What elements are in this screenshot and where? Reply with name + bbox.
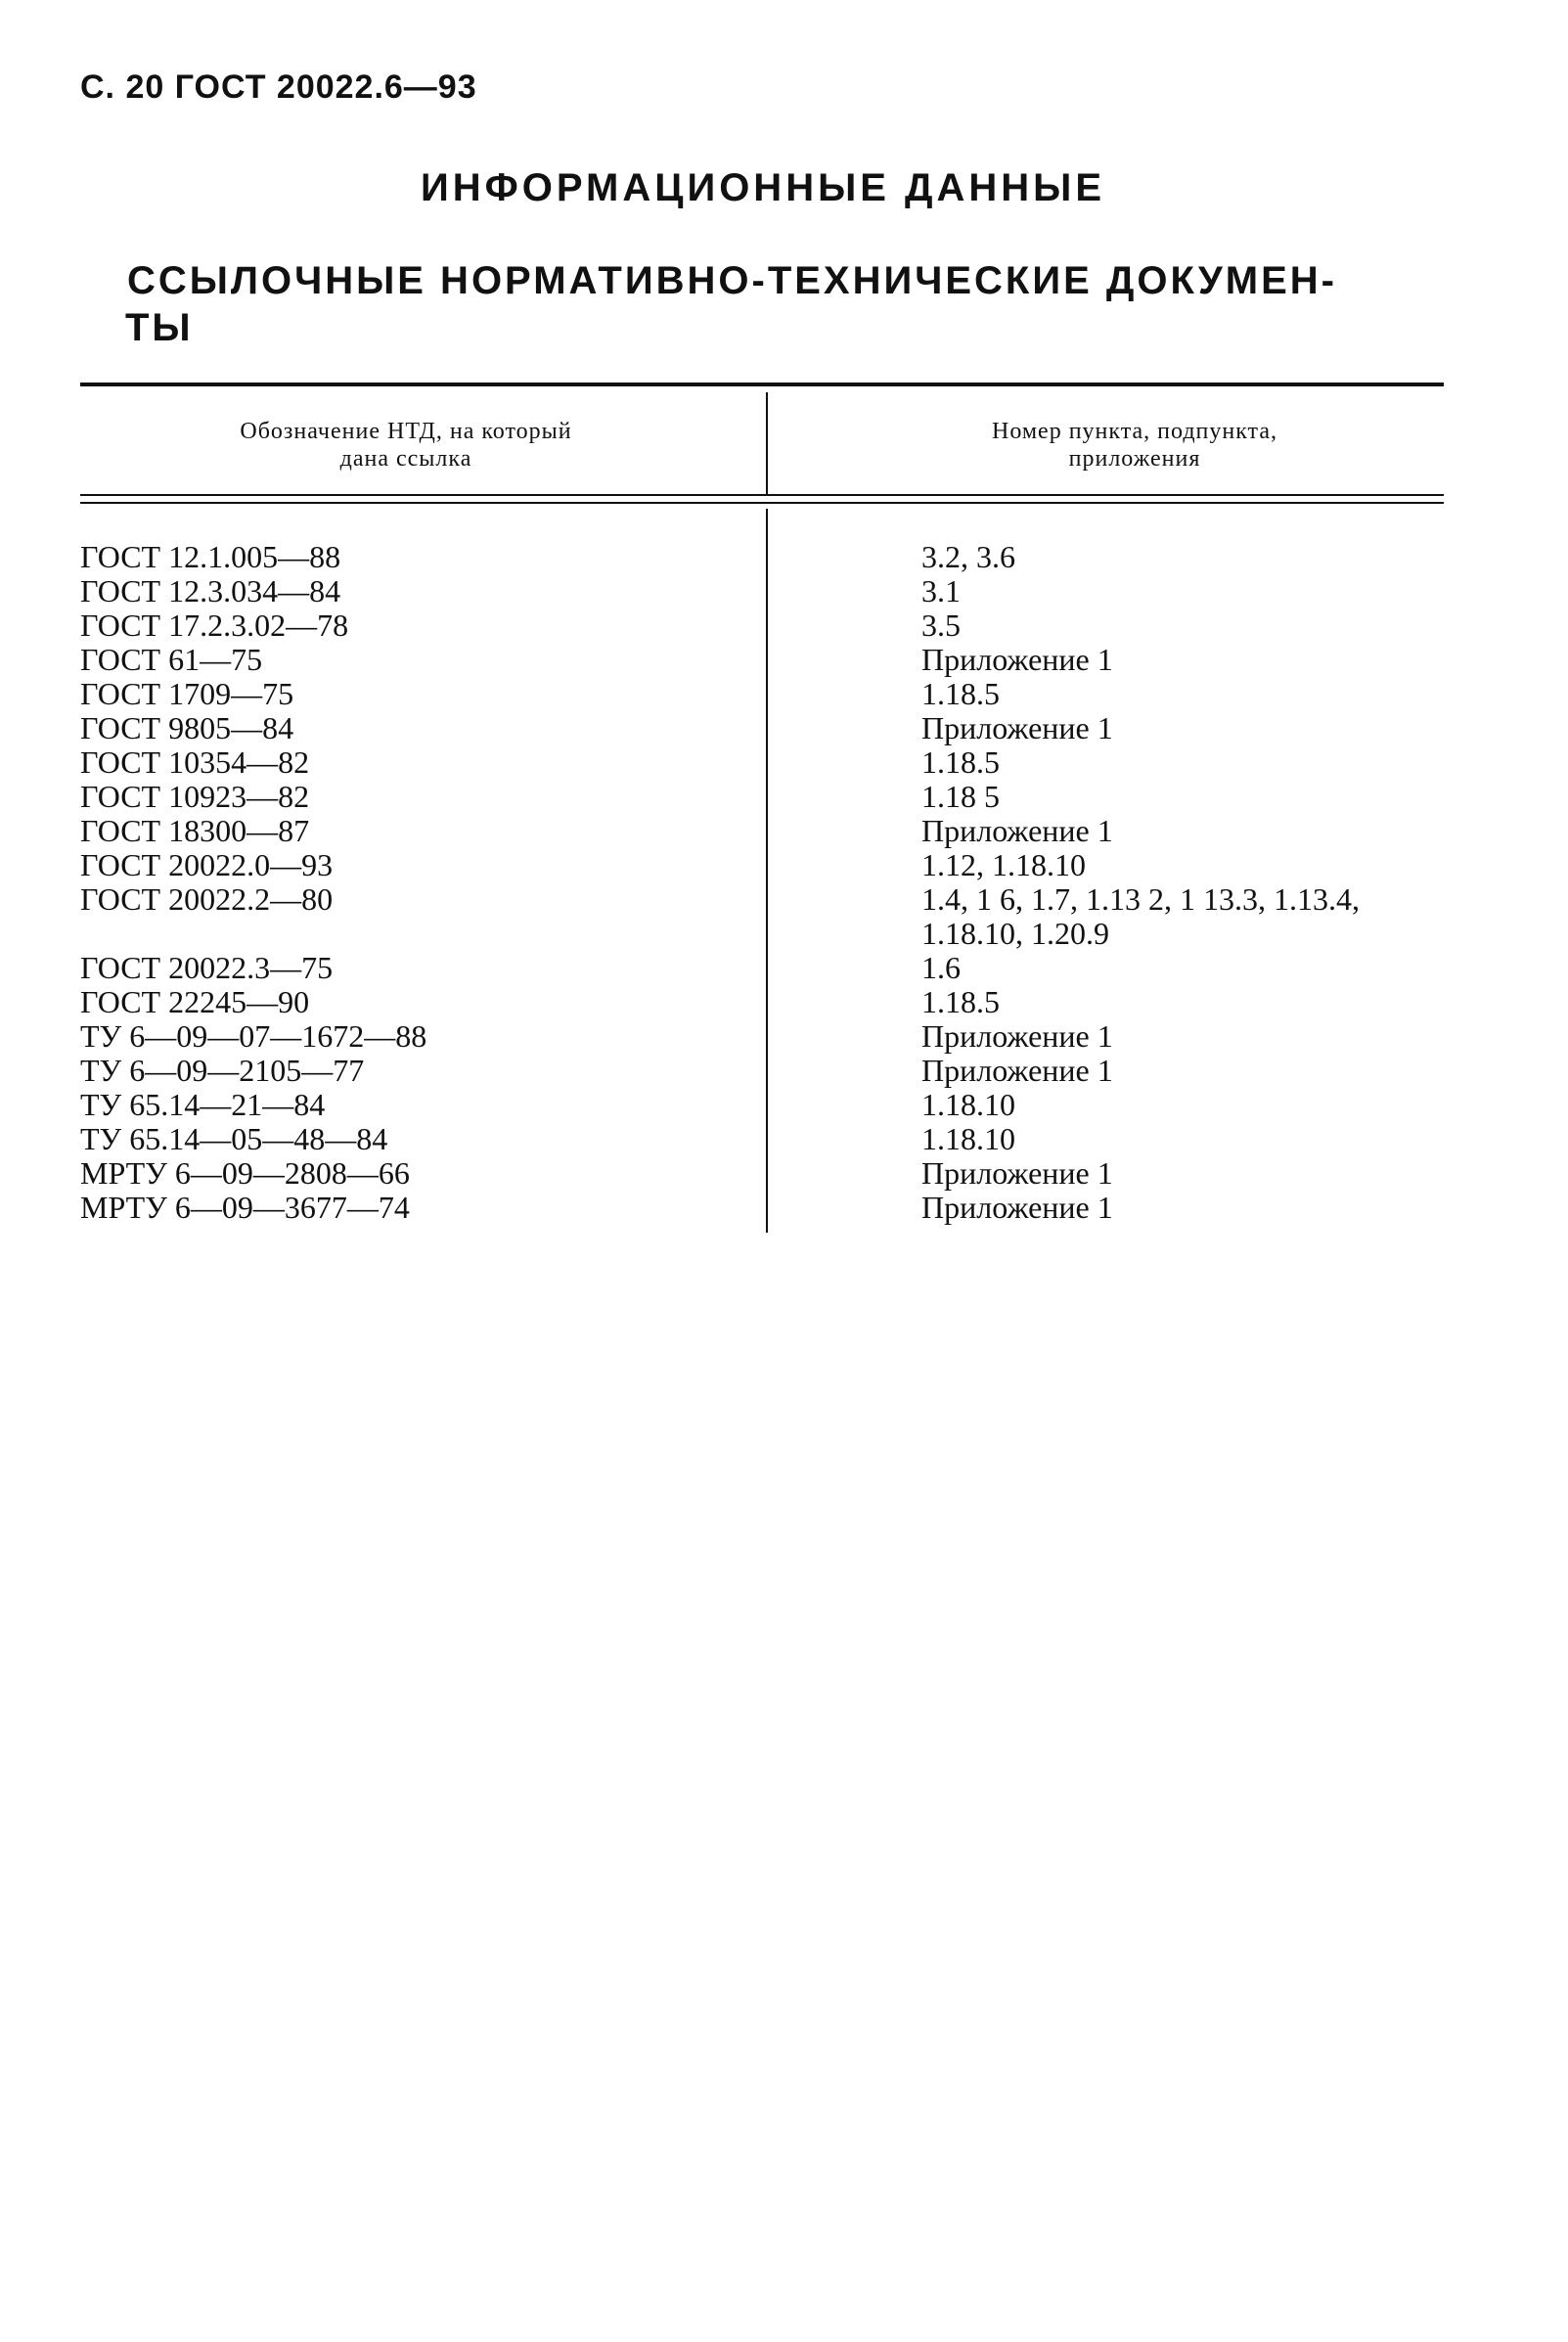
table-row [80,574,1444,608]
document-designation: ГОСТ 1709—75 [80,676,294,711]
document-designation: ГОСТ 12.1.005—88 [80,539,341,574]
table-row [80,882,1444,951]
table-row [80,608,1444,643]
subtitle-line-2: ТЫ [125,306,194,349]
reference-clause: 1.18.5 [921,676,1000,711]
document-designation: ГОСТ 22245—90 [80,984,310,1019]
reference-clause: 1.6 [921,950,961,985]
document-designation: МРТУ 6—09—2808—66 [80,1155,410,1191]
table-row [80,677,1444,711]
table-row [80,1088,1444,1122]
document-designation: ГОСТ 18300—87 [80,813,310,848]
page-header: С. 20 ГОСТ 20022.6—93 [80,68,477,106]
table-row [80,780,1444,814]
document-designation: ГОСТ 20022.3—75 [80,950,334,985]
reference-clause: 1.18.10 [921,1121,1015,1156]
reference-clause: 1.18.5 [921,984,1000,1019]
document-designation: ГОСТ 61—75 [80,642,263,677]
table-row [80,1019,1444,1054]
document-designation: ТУ 65.14—21—84 [80,1087,326,1122]
reference-clause: 1.18.10 [921,1087,1015,1122]
table-row [80,540,1444,574]
column-header-document-line-1: Обозначение НТД, на который [240,419,572,444]
column-header-document-line-2: дана ссылка [339,446,472,472]
column-header-reference-line-1: Номер пункта, подпункта, [991,419,1277,444]
column-header-document [147,418,665,473]
reference-clause: Приложение 1 [921,1190,1113,1225]
document-designation: ГОСТ 12.3.034—84 [80,573,341,608]
column-header-reference-line-2: приложения [1068,446,1201,472]
table-top-rule [80,383,1444,386]
table-header-divider [766,392,768,494]
document-designation: ТУ 6—09—2105—77 [80,1053,365,1088]
reference-clause: Приложение 1 [921,642,1113,677]
reference-clause: Приложение 1 [921,813,1113,848]
column-header-reference [900,418,1369,473]
document-designation: ГОСТ 20022.0—93 [80,847,334,882]
table-row [80,1156,1444,1191]
reference-clause: Приложение 1 [921,1155,1113,1191]
document-designation: ТУ 65.14—05—48—84 [80,1121,388,1156]
document-designation: ГОСТ 10923—82 [80,779,310,814]
table-header-rule-2 [80,502,1444,504]
document-designation: ГОСТ 9805—84 [80,710,294,745]
document-designation: ГОСТ 20022.2—80 [80,881,334,917]
reference-clause: 3.5 [921,608,961,643]
table-row [80,985,1444,1019]
main-title: ИНФОРМАЦИОННЫЕ ДАННЫЕ [420,166,1106,209]
table-row [80,1191,1444,1225]
reference-clause: 1.4, 1 6, 1.7, 1.13 2, 1 13.3, 1.13.4, 1.18.10, 1.20.9 [921,881,1360,951]
subtitle-line-1: ССЫЛОЧНЫЕ НОРМАТИВНО-ТЕХНИЧЕСКИЕ ДОКУМЕН- [127,259,1337,302]
table-row [80,643,1444,677]
table-row [80,848,1444,882]
document-designation: МРТУ 6—09—3677—74 [80,1190,410,1225]
table-row [80,951,1444,985]
table-body [80,540,1444,1225]
subtitle [127,257,1438,351]
table-header-rule-1 [80,494,1444,496]
document-designation: ГОСТ 10354—82 [80,744,310,780]
document-designation: ТУ 6—09—07—1672—88 [80,1018,427,1054]
reference-clause: Приложение 1 [921,710,1113,745]
document-designation: ГОСТ 17.2.3.02—78 [80,608,349,643]
reference-clause: 3.1 [921,573,961,608]
table-row [80,711,1444,745]
table-row [80,1122,1444,1156]
reference-clause: Приложение 1 [921,1053,1113,1088]
table-row [80,814,1444,848]
table-row [80,1054,1444,1088]
reference-clause: 1.12, 1.18.10 [921,847,1086,882]
reference-clause: 1.18.5 [921,744,1000,780]
reference-clause: 1.18 5 [921,779,1000,814]
table-row [80,745,1444,780]
reference-clause: Приложение 1 [921,1018,1113,1054]
reference-clause: 3.2, 3.6 [921,539,1015,574]
